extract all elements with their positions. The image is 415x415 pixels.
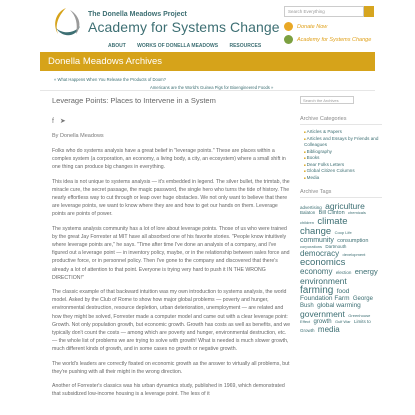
tag-link[interactable]: Gulf War	[334, 319, 351, 325]
tag-link[interactable]: agriculture	[325, 201, 365, 211]
previous-post-link[interactable]: « What Happens When You Release the Products of Doom?	[54, 77, 166, 82]
academy-link[interactable]: Academy for Systems Change	[284, 35, 371, 44]
tag-link[interactable]: Greenhouse Effect	[300, 313, 371, 325]
post-paragraph: The classic example of that backward intuition was my own introduction to systems analysis, the world model. Asked by the Club of Rome to show how major global problems — poverty and hunger, environmental destruction, resource depletion, urban deterioration, unemployment — are related and how they might be solved, Forrester made a computer model and came out with a clear leverage point: Growth. Not only population growth, but economic growth. Growth has costs as well as benefits, and we typically don't count the costs — among which are poverty and hunger, environmental destruction, etc. — the whole list of problems we are trying to solve with growth! What is needed is much slower growth, much different kinds of growth, and in some cases no growth or negative growth.	[52, 289, 291, 353]
tag-link[interactable]: Dartmouth	[325, 243, 347, 249]
nav-about[interactable]: ABOUT	[108, 43, 126, 49]
nav-works[interactable]: WORKS OF DONELLA MEADOWS	[137, 43, 219, 49]
tag-link[interactable]: Foundation Farm	[300, 295, 350, 303]
tag-link[interactable]: community	[300, 236, 334, 244]
post-paragraph: The systems analysis community has a lot of lore about leverage points. Those of us who were trained by the great Jay Forrester at MIT have all absorbed one of his favorite stories. "People know intuitively where leverage points are," he says. "Time after time I've done an analysis of a company, and I've figured out a leverage point — in inventory policy, maybe, or in the relationship between sales force and productive force, or in personnel policy. Then I've gone to the company and discovered that there's already a lot of attention to that point. Everyone is trying very hard to push it IN THE WRONG DIRECTION!"	[52, 225, 290, 281]
tag-link[interactable]: consumption	[337, 237, 369, 244]
tag-link[interactable]: media	[317, 324, 340, 334]
category-item[interactable]: ■ Articles and Essays by Friends and Colleagues	[304, 136, 382, 149]
post-paragraph: Folks who do systems analysis have a great belief in "leverage points." These are places within a complex system (a corporation, an economy, a living body, a city, an ecosystem) where a small shift in one thing can produce big changes in everything.	[52, 148, 286, 171]
tag-link[interactable]: environment	[300, 275, 347, 286]
search-button[interactable]	[364, 6, 374, 17]
logo-subtitle[interactable]: Academy for Systems Change	[88, 19, 280, 35]
twitter-icon[interactable]: ➤	[59, 118, 66, 125]
tags-heading: Archive Tags	[300, 189, 382, 198]
tag-link[interactable]: food	[336, 287, 350, 295]
post-paragraph: The world's leaders are correctly fixated on economic growth as the answer to virtually all problems, but they're pushing with all their might in the wrong direction.	[52, 360, 290, 375]
tag-link[interactable]: George Bush	[300, 296, 373, 310]
donate-icon	[284, 22, 293, 31]
next-post-link[interactable]: Americans are the World's Guinea Pigs for Bioengineered Foods »	[150, 85, 274, 90]
category-item[interactable]: ■ Dear Folks Letters	[304, 162, 382, 169]
tag-link[interactable]: chemicals	[348, 210, 366, 216]
category-list	[304, 129, 382, 181]
sidebar	[300, 96, 382, 334]
tag-link[interactable]: development	[342, 251, 366, 257]
tag-link[interactable]: Coop Life	[334, 229, 352, 235]
category-item[interactable]: ■ Media	[304, 175, 382, 182]
tag-link[interactable]: corporations	[300, 243, 323, 249]
tag-link[interactable]: energy	[354, 267, 378, 277]
category-item[interactable]: ■ Global Citizen Columns	[304, 168, 382, 175]
archive-title: Donella Meadows Archives	[48, 56, 163, 67]
site-header	[0, 0, 415, 52]
tag-link[interactable]: Balaton	[300, 210, 316, 216]
logo-swirl-icon[interactable]	[48, 4, 84, 44]
category-item[interactable]: ■ Articles & Papers	[304, 129, 382, 136]
archive-search-input[interactable]: Search the Archives	[300, 96, 354, 104]
tag-link[interactable]: children	[300, 220, 315, 226]
tag-link[interactable]: Bill Clinton	[318, 210, 345, 217]
post-paragraph: Another of Forrester's classics was his urban dynamics study, published in 1969, which demonstrated that subsidized low-income housing is a leverage point. The less of it	[52, 383, 285, 398]
tag-link[interactable]: Limits to Growth	[300, 319, 371, 333]
post-paragraph: This idea is not unique to systems analysis — it's embedded in legend. The silver bullet, the trimtab, the miracle cure, the secret passage, the magic password, the single hero who turns the tide of history. The nearly effortless way to cut through or leap over huge obstacles. We not only want to believe that there are leverage points, we want to know where they are and how to get our hands on them. Leverage points are points of power.	[52, 178, 290, 218]
share-icons	[52, 117, 292, 125]
tag-link[interactable]: farming	[300, 284, 334, 296]
search-input[interactable]: Search Everything	[284, 6, 364, 17]
tag-link[interactable]: global warming	[317, 302, 361, 310]
tag-link[interactable]: election	[335, 270, 352, 276]
tag-link[interactable]: climate change	[300, 216, 348, 237]
academy-icon	[284, 35, 293, 44]
tag-link[interactable]: advertising	[300, 205, 322, 210]
post-content	[52, 96, 292, 404]
logo-title[interactable]: The Donella Meadows Project	[88, 11, 187, 18]
tag-link[interactable]: government	[300, 309, 345, 320]
donate-link[interactable]: Donate Now	[284, 22, 327, 31]
nav-resources[interactable]: RESOURCES	[229, 43, 262, 49]
tag-link[interactable]: democracy	[300, 248, 340, 258]
tag-link[interactable]: economy	[300, 267, 333, 277]
facebook-icon[interactable]: f	[52, 118, 54, 125]
category-item[interactable]: ■ Books	[304, 155, 382, 162]
tag-link[interactable]: economics	[300, 257, 346, 269]
post-byline: By Donella Meadows	[52, 133, 104, 139]
categories-heading: Archive Categories	[300, 116, 382, 125]
post-title: Leverage Points: Places to Intervene in a System	[52, 96, 216, 105]
tag-link[interactable]: growth	[313, 319, 332, 326]
tag-cloud	[300, 202, 382, 334]
main-nav	[108, 43, 271, 49]
category-item[interactable]: ■ Bibliography	[304, 149, 382, 156]
